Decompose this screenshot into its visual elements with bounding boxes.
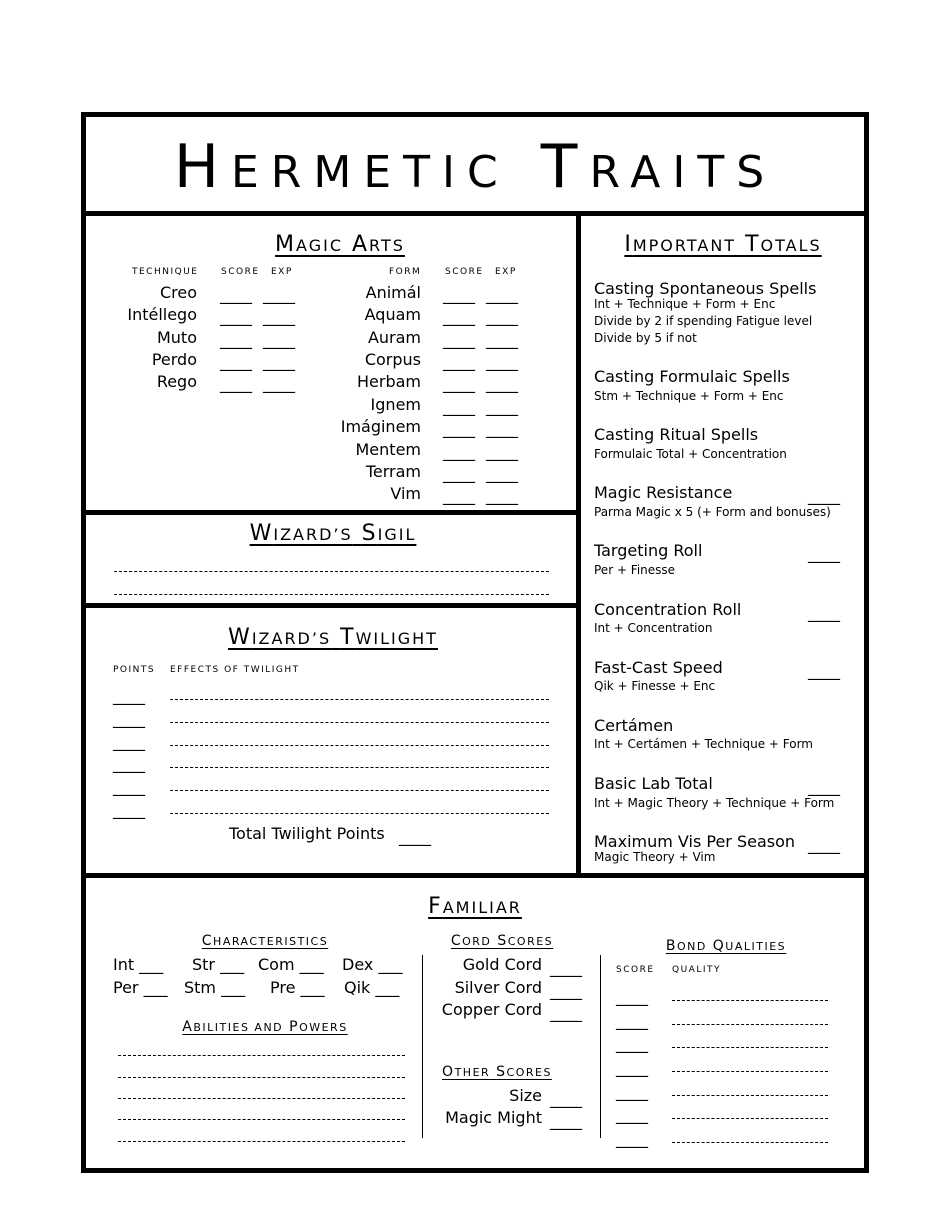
form-score-blank[interactable]: ____ xyxy=(443,285,475,304)
twilight-points-blank[interactable]: ____ xyxy=(113,800,145,819)
total-name: Fast-Cast Speed xyxy=(594,658,723,677)
technique-exp-blank[interactable]: ____ xyxy=(263,374,295,393)
characteristic-int[interactable]: Int ___ xyxy=(113,955,164,974)
form-exp-blank[interactable]: ____ xyxy=(486,442,518,461)
sigil-heading: WIZARD’S SIGIL xyxy=(249,521,417,546)
form-aquam: Aquam xyxy=(364,305,421,324)
bond-score-blank[interactable]: ____ xyxy=(616,1011,648,1030)
technique-perdo: Perdo xyxy=(151,350,197,369)
arts-divider xyxy=(81,510,581,515)
twilight-points-blank[interactable]: ____ xyxy=(113,777,145,796)
technique-exp-blank[interactable]: ____ xyxy=(263,285,295,304)
page-title: HERMETIC TRAITS xyxy=(173,132,777,202)
characteristic-per[interactable]: Per ___ xyxy=(113,978,168,997)
form-exp-header: EXP xyxy=(495,267,517,277)
technique-intellego: Intéllego xyxy=(127,305,197,324)
total-formula: Magic Theory + Vim xyxy=(594,850,716,864)
technique-muto: Muto xyxy=(156,328,197,347)
form-column-header: FORM xyxy=(389,267,422,277)
magic-might-blank[interactable]: ____ xyxy=(550,1111,582,1130)
total-formula: Formulaic Total + Concentration xyxy=(594,447,787,461)
characteristic-com[interactable]: Com ___ xyxy=(258,955,324,974)
twilight-points-blank[interactable]: ____ xyxy=(113,732,145,751)
total-name: Certámen xyxy=(594,716,674,735)
twilight-heading: WIZARD’S TWILIGHT xyxy=(228,625,438,650)
ability-line[interactable] xyxy=(118,1077,405,1078)
total-formula: Parma Magic x 5 (+ Form and bonuses) xyxy=(594,505,831,519)
sigil-line[interactable] xyxy=(114,594,549,595)
twilight-effect-line[interactable] xyxy=(170,813,549,814)
form-exp-blank[interactable]: ____ xyxy=(486,307,518,326)
total-formula: Int + Magic Theory + Technique + Form xyxy=(594,796,835,810)
bond-score-blank[interactable]: ____ xyxy=(616,1058,648,1077)
technique-score-header: SCORE xyxy=(221,267,260,277)
total-name: Casting Spontaneous Spells xyxy=(594,279,817,298)
cord-copper-blank[interactable]: ____ xyxy=(550,1003,582,1022)
twilight-effect-line[interactable] xyxy=(170,790,549,791)
form-imaginem: Imáginem xyxy=(340,417,421,436)
form-exp-blank[interactable]: ____ xyxy=(486,419,518,438)
form-animal: Animál xyxy=(365,283,421,302)
characteristic-stm[interactable]: Stm ___ xyxy=(184,978,246,997)
total-formula: Int + Concentration xyxy=(594,621,713,635)
bond-score-blank[interactable]: ____ xyxy=(616,1082,648,1101)
total-twilight-label: Total Twilight Points xyxy=(229,824,385,843)
bond-quality-line[interactable] xyxy=(672,1024,828,1025)
familiar-divider xyxy=(81,873,869,878)
form-score-blank[interactable]: ____ xyxy=(443,330,475,349)
technique-rego: Rego xyxy=(156,372,197,391)
other-scores-heading: OTHER SCORES xyxy=(442,1064,552,1080)
bond-quality-line[interactable] xyxy=(672,1142,828,1143)
total-name: Magic Resistance xyxy=(594,483,733,502)
bond-score-blank[interactable]: ____ xyxy=(616,1034,648,1053)
twilight-points-blank[interactable]: ____ xyxy=(113,686,145,705)
cord-silver-blank[interactable]: ____ xyxy=(550,981,582,1000)
characteristics-heading: CHARACTERISTICS xyxy=(201,933,329,949)
form-exp-blank[interactable]: ____ xyxy=(486,352,518,371)
bond-quality-line[interactable] xyxy=(672,1000,828,1001)
characteristic-str[interactable]: Str ___ xyxy=(192,955,245,974)
form-score-blank[interactable]: ____ xyxy=(443,464,475,483)
total-formula: Int + Technique + Form + Enc xyxy=(594,297,776,311)
form-herbam: Herbam xyxy=(357,372,421,391)
total-formula-note: Divide by 5 if not xyxy=(594,331,697,345)
bond-qualities-heading: BOND QUALITIES xyxy=(665,938,787,954)
bond-score-blank[interactable]: ____ xyxy=(616,1105,648,1124)
familiar-divider-right xyxy=(600,955,601,1138)
form-score-blank[interactable]: ____ xyxy=(443,307,475,326)
total-formula-note: Divide by 2 if spending Fatigue level xyxy=(594,314,813,328)
cord-gold-blank[interactable]: ____ xyxy=(550,958,582,977)
technique-score-blank[interactable]: ____ xyxy=(220,352,252,371)
cord-silver-label: Silver Cord xyxy=(454,978,542,997)
total-blank[interactable]: ____ xyxy=(808,661,840,680)
cord-gold-label: Gold Cord xyxy=(462,955,542,974)
twilight-points-blank[interactable]: ____ xyxy=(113,754,145,773)
important-totals-heading: IMPORTANT TOTALS xyxy=(624,232,822,257)
total-blank[interactable]: ____ xyxy=(808,603,840,622)
magic-arts-heading: MAGIC ARTS xyxy=(275,232,405,257)
technique-score-blank[interactable]: ____ xyxy=(220,307,252,326)
form-exp-blank[interactable]: ____ xyxy=(486,330,518,349)
magic-might-label: Magic Might xyxy=(445,1108,542,1127)
bond-quality-line[interactable] xyxy=(672,1071,828,1072)
total-name: Casting Ritual Spells xyxy=(594,425,759,444)
twilight-points-header: POINTS xyxy=(113,665,156,675)
form-terram: Terram xyxy=(365,462,421,481)
technique-exp-blank[interactable]: ____ xyxy=(263,330,295,349)
total-name: Casting Formulaic Spells xyxy=(594,367,790,386)
abilities-heading: ABILITIES AND POWERS xyxy=(182,1019,348,1035)
total-blank[interactable]: ____ xyxy=(808,544,840,563)
bond-quality-line[interactable] xyxy=(672,1047,828,1048)
form-score-blank[interactable]: ____ xyxy=(443,442,475,461)
bond-score-header: SCORE xyxy=(616,965,655,975)
total-blank[interactable]: ____ xyxy=(808,777,840,796)
size-blank[interactable]: ____ xyxy=(550,1089,582,1108)
ability-line[interactable] xyxy=(118,1141,405,1142)
familiar-divider-left xyxy=(422,955,423,1138)
form-ignem: Ignem xyxy=(370,395,421,414)
form-exp-blank[interactable]: ____ xyxy=(486,397,518,416)
form-exp-blank[interactable]: ____ xyxy=(486,285,518,304)
total-name: Concentration Roll xyxy=(594,600,742,619)
twilight-effect-line[interactable] xyxy=(170,722,549,723)
technique-column-header: TECHNIQUE xyxy=(132,267,199,277)
bond-quality-line[interactable] xyxy=(672,1095,828,1096)
form-mentem: Mentem xyxy=(355,440,421,459)
technique-creo: Creo xyxy=(159,283,197,302)
technique-exp-blank[interactable]: ____ xyxy=(263,352,295,371)
total-formula: Stm + Technique + Form + Enc xyxy=(594,389,784,403)
technique-score-blank[interactable]: ____ xyxy=(220,285,252,304)
twilight-effect-line[interactable] xyxy=(170,767,549,768)
size-label: Size xyxy=(509,1086,542,1105)
column-divider xyxy=(576,211,581,877)
bond-quality-line[interactable] xyxy=(672,1118,828,1119)
characteristic-qik[interactable]: Qik ___ xyxy=(344,978,400,997)
characteristic-pre[interactable]: Pre ___ xyxy=(270,978,325,997)
total-blank[interactable]: ____ xyxy=(808,835,840,854)
total-name: Maximum Vis Per Season xyxy=(594,832,796,851)
cord-scores-heading: CORD SCORES xyxy=(450,933,554,949)
bond-quality-header: QUALITY xyxy=(672,965,721,975)
form-score-blank[interactable]: ____ xyxy=(443,352,475,371)
twilight-effects-header: EFFECTS OF TWILIGHT xyxy=(170,665,300,675)
bond-score-blank[interactable]: ____ xyxy=(616,987,648,1006)
form-vim: Vim xyxy=(390,484,421,503)
total-formula: Per + Finesse xyxy=(594,563,676,577)
total-formula: Qik + Finesse + Enc xyxy=(594,679,716,693)
characteristic-dex[interactable]: Dex ___ xyxy=(342,955,403,974)
technique-score-blank[interactable]: ____ xyxy=(220,330,252,349)
form-exp-blank[interactable]: ____ xyxy=(486,486,518,505)
form-corpus: Corpus xyxy=(364,350,421,369)
ability-line[interactable] xyxy=(118,1098,405,1099)
form-auram: Auram xyxy=(367,328,421,347)
twilight-points-blank[interactable]: ____ xyxy=(113,709,145,728)
total-twilight-blank[interactable]: ____ xyxy=(399,827,431,846)
form-score-blank[interactable]: ____ xyxy=(443,419,475,438)
bond-score-blank[interactable]: ____ xyxy=(616,1129,648,1148)
total-name: Targeting Roll xyxy=(594,541,703,560)
twilight-effect-line[interactable] xyxy=(170,745,549,746)
sigil-line[interactable] xyxy=(114,571,549,572)
form-exp-blank[interactable]: ____ xyxy=(486,374,518,393)
technique-exp-header: EXP xyxy=(271,267,293,277)
ability-line[interactable] xyxy=(118,1119,405,1120)
sigil-divider xyxy=(81,603,581,608)
total-name: Basic Lab Total xyxy=(594,774,713,793)
total-formula: Int + Certámen + Technique + Form xyxy=(594,737,813,751)
cord-copper-label: Copper Cord xyxy=(441,1000,542,1019)
technique-score-blank[interactable]: ____ xyxy=(220,374,252,393)
form-score-blank[interactable]: ____ xyxy=(443,486,475,505)
form-score-blank[interactable]: ____ xyxy=(443,397,475,416)
form-exp-blank[interactable]: ____ xyxy=(486,464,518,483)
ability-line[interactable] xyxy=(118,1055,405,1056)
familiar-heading: FAMILIAR xyxy=(428,894,522,919)
technique-exp-blank[interactable]: ____ xyxy=(263,307,295,326)
twilight-effect-line[interactable] xyxy=(170,699,549,700)
form-score-header: SCORE xyxy=(445,267,484,277)
total-blank[interactable]: ____ xyxy=(808,486,840,505)
form-score-blank[interactable]: ____ xyxy=(443,374,475,393)
